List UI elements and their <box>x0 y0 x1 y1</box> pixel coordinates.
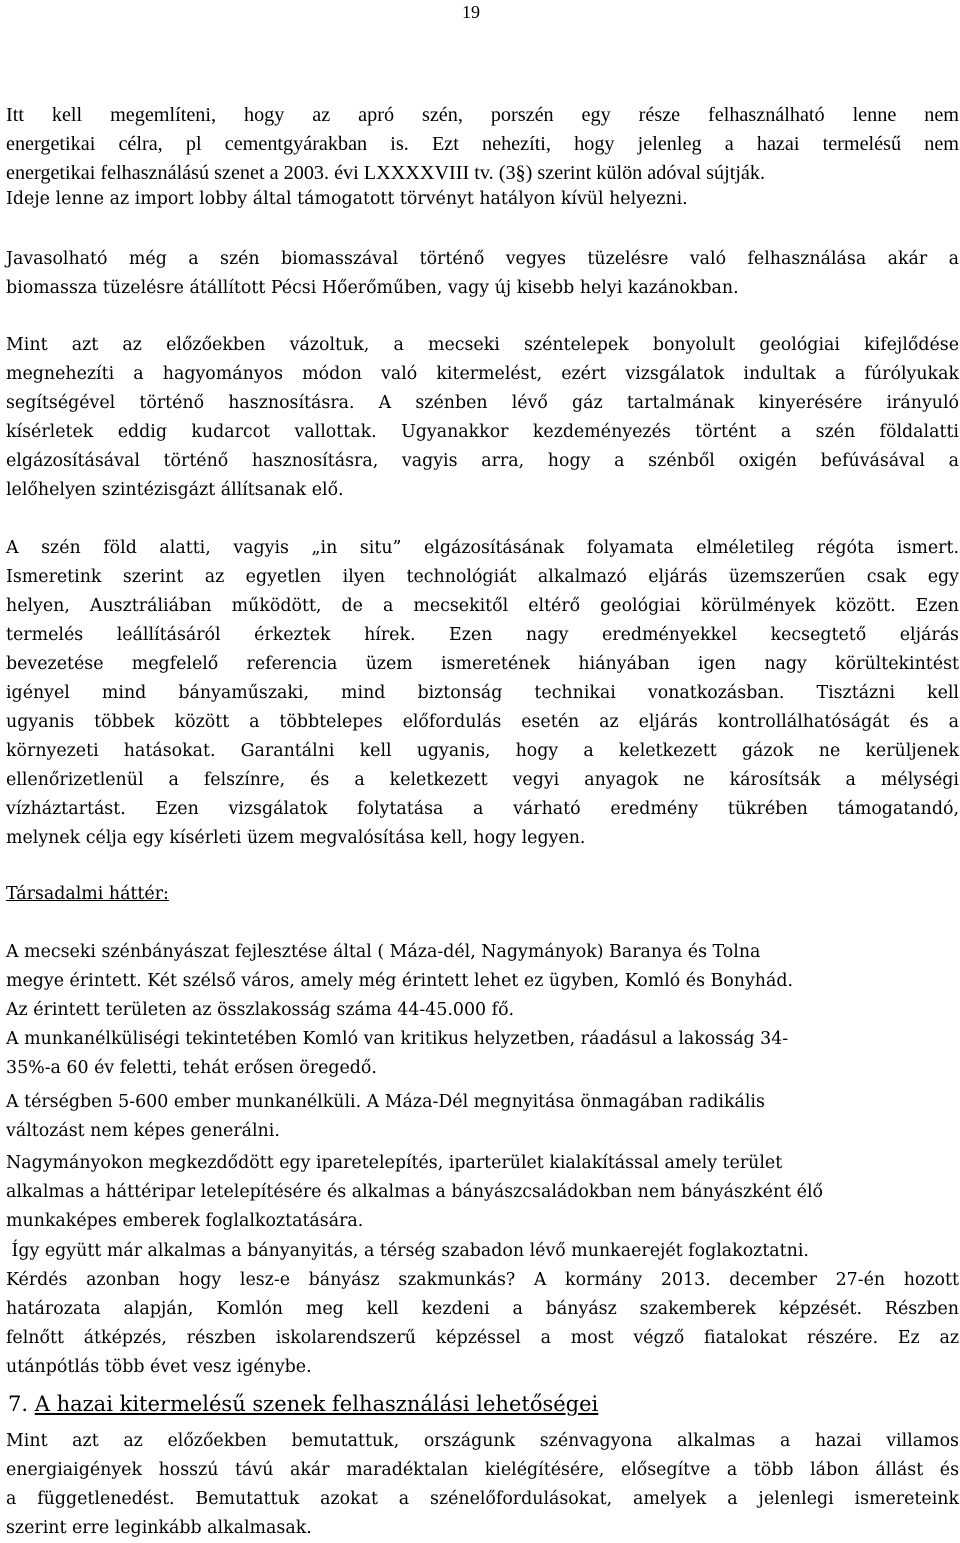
paragraph-coal-usage <box>6 1427 959 1543</box>
text-line: szerint erre leginkább alkalmasak. <box>6 1518 312 1538</box>
paragraph-unemployment-region <box>6 1088 959 1146</box>
text-line: Így együtt már alkalmas a bányanyitás, a térség szabadon lévő munkaerejét foglakoztatni. <box>6 1241 809 1261</box>
text-line: ugyanis többek között a többtelepes előfordulás esetén az eljárás kontrollálhatóságát és a <box>6 712 959 732</box>
text-line: munkaképes emberek foglalkoztatására. <box>6 1211 364 1231</box>
text-line: A térségben 5-600 ember munkanélküli. A Máza-Dél megnyitása önmagában radikális <box>6 1092 765 1112</box>
text-line: felnőtt átképzés, részben iskolarendszerű képzéssel a most végző fiatalokat részére. Ez az <box>6 1328 959 1348</box>
text-line: lelőhelyen szintézisgázt állítsanak elő. <box>6 480 344 500</box>
paragraph-in-situ-gasification <box>6 534 959 853</box>
section-7-heading <box>8 1389 598 1419</box>
paragraph-biomass <box>6 245 959 303</box>
paragraph-unemployment-komlo <box>6 1025 959 1083</box>
text-line: határozata alapján, Komlón meg kell kezdeni a bányász szakemberek képzését. Részben <box>6 1299 959 1319</box>
text-line: kísérletek eddig kudarcot vallottak. Ugyanakkor kezdeményezés történt a szén földalatti <box>6 422 959 442</box>
text-line: melynek célja egy kísérleti üzem megvalósítása kell, hogy legyen. <box>6 828 586 848</box>
text-line: Ismeretink szerint az egyetlen ilyen technológiát alkalmazó eljárás üzemszerűen csak egy <box>6 567 959 587</box>
paragraph-import-lobby <box>6 185 959 214</box>
text-line: megnehezíti a hagyományos módon való kitermelést, ezért vizsgálatok indultak a fúrólyukak <box>6 364 959 384</box>
paragraph-coal-dust <box>6 101 959 188</box>
paragraph-industrial-park <box>6 1149 959 1236</box>
text-line: a függetlenedést. Bemutattuk azokat a szénelőfordulásokat, amelyek a jelenlegi ismereteink <box>6 1489 959 1509</box>
text-line: helyen, Ausztráliában működött, de a mecsekitől eltérő geológiai körülmények között. Ezen <box>6 596 959 616</box>
text-line: Kérdés azonban hogy lesz-e bányász szakmunkás? A kormány 2013. december 27-én hozott <box>6 1270 959 1290</box>
paragraph-miner-training <box>6 1237 959 1382</box>
text-line: A szén föld alatti, vagyis „in situ” elgázosításának folyamata elméletileg régóta ismert. <box>6 538 959 558</box>
text-line: Itt kell megemlíteni, hogy az apró szén, porszén egy része felhasználható lenne nem <box>6 104 959 126</box>
text-line: Nagymányokon megkezdődött egy iparetelepítés, iparterület kialakítással amely terület <box>6 1153 783 1173</box>
text-line: változást nem képes generálni. <box>6 1121 280 1141</box>
text-line: alkalmas a háttéripar letelepítésére és alkalmas a bányászcsaládokban nem bányászként élő <box>6 1182 823 1202</box>
text-line: környezeti hatásokat. Garantálni kell ugyanis, hogy a keletkezett gázok ne kerüljenek <box>6 741 959 761</box>
page-number: 19 <box>462 2 480 22</box>
text-line: A mecseki szénbányászat fejlesztése által ( Máza-dél, Nagymányok) Baranya és Tolna <box>6 942 761 962</box>
paragraph-affected-region <box>6 938 959 1025</box>
text-line: vízháztartást. Ezen vizsgálatok folytatása a várható eredmény tükrében támogatandó, <box>6 799 959 819</box>
text-line: biomassza tüzelésre átállított Pécsi Hőerőműben, vagy új kisebb helyi kazánokban. <box>6 278 739 298</box>
text-line: Az érintett területen az összlakosság száma 44-45.000 fő. <box>6 1000 515 1020</box>
text-line: Mint azt az előzőekben vázoltuk, a mecseki széntelepek bonyolult geológiai kifejlődése <box>6 335 959 355</box>
text-line: elgázosításával történő hasznosításra, vagyis arra, hogy a szénből oxigén befúvásával a <box>6 451 959 471</box>
text-line: igényel mind bányaműszaki, mind biztonság technikai vonatkozásban. Tisztázni kell <box>6 683 959 703</box>
section-heading-social-background: Társadalmi háttér: <box>6 884 169 904</box>
text-line: megye érintett. Két szélső város, amely még érintett lehet ez ügyben, Komló és Bonyhád. <box>6 971 794 991</box>
text-line: 35%-a 60 év feletti, tehát erősen öregedő. <box>6 1058 377 1078</box>
text-line: ellenőrizetlenül a felszínre, és a keletkezett vegyi anyagok ne károsítsák a mélységi <box>6 770 959 790</box>
paragraph-geology <box>6 331 959 505</box>
text-line: utánpótlás több évet vesz igénybe. <box>6 1357 312 1377</box>
text-line: energiaigények hosszú távú akár maradéktalan kielégítésére, elősegítve a több lábon állást és <box>6 1460 959 1480</box>
text-line: Mint azt az előzőekben bemutattuk, országunk szénvagyona alkalmas a hazai villamos <box>6 1431 959 1451</box>
text-line: energetikai felhasználású szenet a 2003. évi LXXXXVIII tv. (3§) szerint külön adóval sújtják. <box>6 162 766 184</box>
text-line: Javasolható még a szén biomasszával történő vegyes tüzelésre való felhasználása akár a <box>6 249 959 269</box>
text-line: energetikai célra, pl cementgyárakban is. Ezt nehezíti, hogy jelenleg a hazai termelésű nem <box>6 133 959 155</box>
text-line: bevezetése megfelelő referencia üzem ismeretének hiányában igen nagy körültekintést <box>6 654 959 674</box>
section-number: 7. <box>8 1392 29 1416</box>
text-line: segítségével történő hasznosításra. A szénben lévő gáz tartalmának kinyerésére irányuló <box>6 393 959 413</box>
text-line: termelés leállításáról érkeztek hírek. Ezen nagy eredményekkel kecsegtető eljárás <box>6 625 959 645</box>
text-line: Ideje lenne az import lobby által támogatott törvényt hatályon kívül helyezni. <box>6 189 688 209</box>
section-title: A hazai kitermelésű szenek felhasználási lehetőségei <box>34 1392 599 1416</box>
text-line: A munkanélküliségi tekintetében Komló van kritikus helyzetben, ráadásul a lakosság 34- <box>6 1029 789 1049</box>
